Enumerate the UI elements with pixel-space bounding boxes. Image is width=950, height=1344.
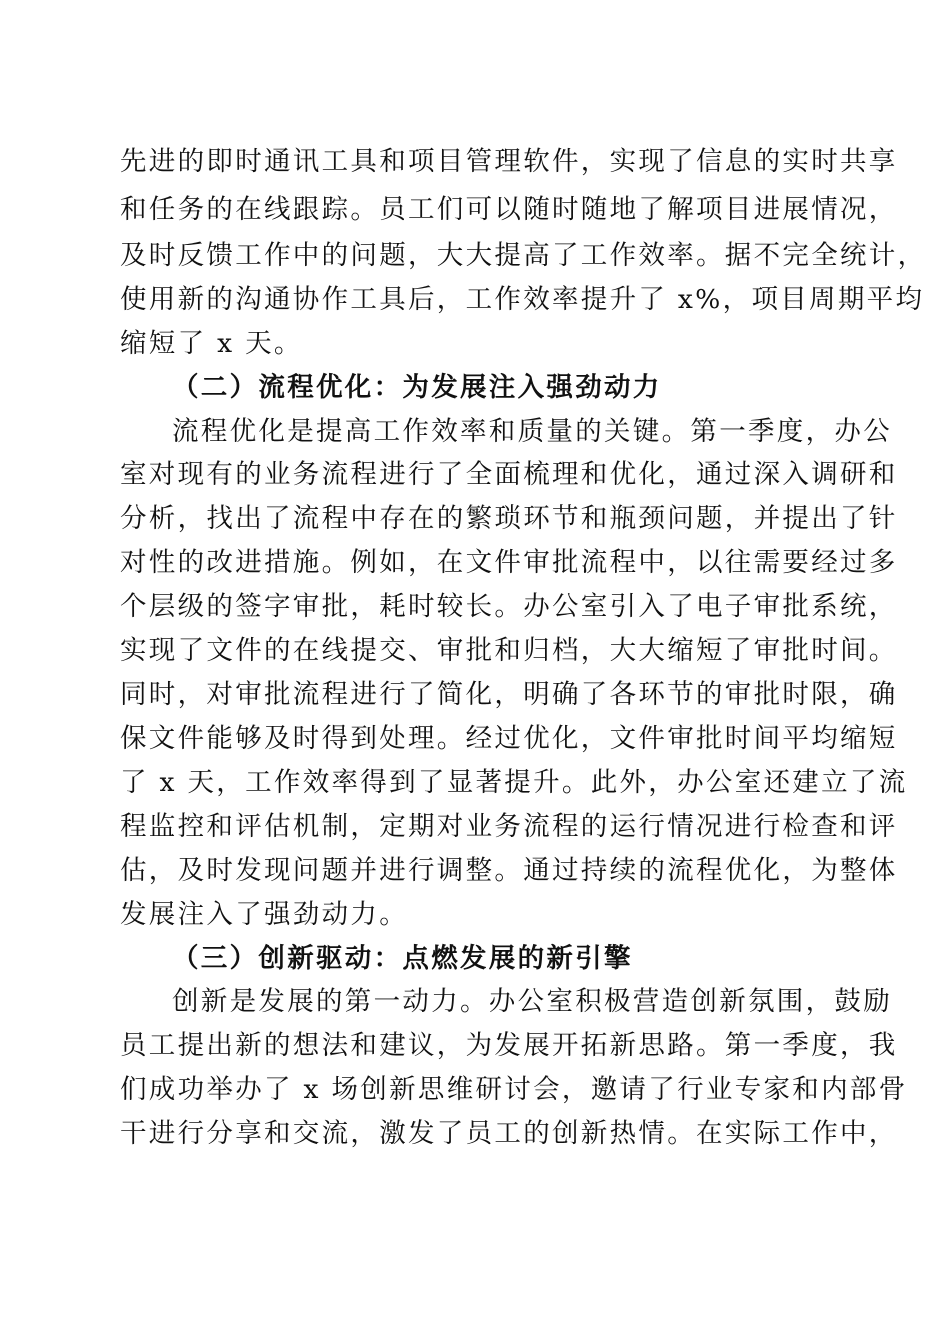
body-text-line: 缩短了 x 天。 (120, 328, 303, 359)
body-text-line: 和任务的在线跟踪。员工们可以随时随地了解项目进展情况， (120, 194, 898, 225)
body-text-line: 先进的即时通讯工具和项目管理软件，实现了信息的实时共享 (120, 146, 898, 177)
body-text-line: 了 x 天，工作效率得到了显著提升。此外，办公室还建立了流 (120, 767, 908, 798)
body-text-line: 估，及时发现问题并进行调整。通过持续的流程优化，为整体 (120, 855, 898, 886)
body-text-line: 室对现有的业务流程进行了全面梳理和优化，通过深入调研和 (120, 459, 898, 490)
body-text-line: 使用新的沟通协作工具后，工作效率提升了 x%，项目周期平均 (120, 284, 925, 315)
body-text-line: 个层级的签字审批，耗时较长。办公室引入了电子审批系统， (120, 591, 898, 622)
body-text-line: 们成功举办了 x 场创新思维研讨会，邀请了行业专家和内部骨 (120, 1074, 908, 1105)
paragraph-first-line: 创新是发展的第一动力。办公室积极营造创新氛围，鼓励 (172, 986, 892, 1017)
body-text-line: 及时反馈工作中的问题，大大提高了工作效率。据不完全统计， (120, 240, 927, 271)
body-text-line: 保文件能够及时得到处理。经过优化，文件审批时间平均缩短 (120, 723, 898, 754)
body-text-line: 对性的改进措施。例如，在文件审批流程中，以往需要经过多 (120, 547, 898, 578)
section-heading-process-optimization: （二）流程优化：为发展注入强劲动力 (172, 372, 662, 403)
paragraph-first-line: 流程优化是提高工作效率和质量的关键。第一季度，办公 (172, 416, 892, 447)
body-text-line: 同时，对审批流程进行了简化，明确了各环节的审批时限，确 (120, 679, 898, 710)
body-text-line: 实现了文件的在线提交、审批和归档，大大缩短了审批时间。 (120, 635, 898, 666)
body-text-line: 干进行分享和交流，激发了员工的创新热情。在实际工作中， (120, 1118, 898, 1149)
body-text-line: 分析，找出了流程中存在的繁琐环节和瓶颈问题，并提出了针 (120, 503, 898, 534)
section-heading-innovation-driven: （三）创新驱动：点燃发展的新引擎 (172, 943, 633, 974)
body-text-line: 发展注入了强劲动力。 (120, 899, 408, 930)
body-text-line: 员工提出新的想法和建议，为发展开拓新思路。第一季度，我 (120, 1030, 898, 1061)
body-text-line: 程监控和评估机制，定期对业务流程的运行情况进行检查和评 (120, 811, 898, 842)
